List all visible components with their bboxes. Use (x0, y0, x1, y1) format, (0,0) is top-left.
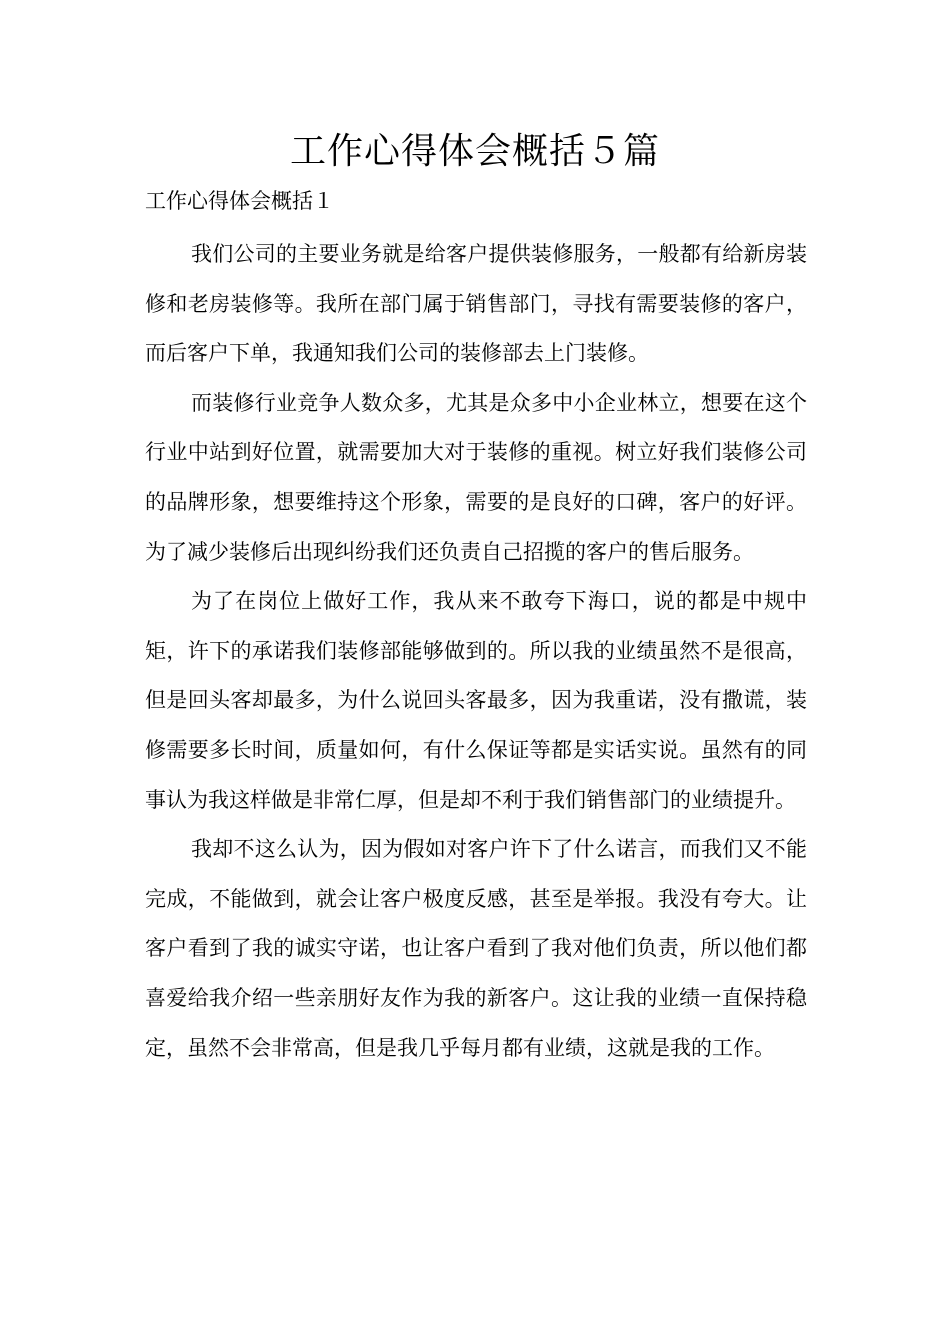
paragraph-1: 我们公司的主要业务就是给客户提供装修服务，一般都有给新房装修和老房装修等。我所在部门属于销售部门，寻找有需要装修的客户，而后客户下单，我通知我们公司的装修部去上门装修。 (145, 242, 807, 366)
document-body (145, 230, 807, 1073)
document-title: 工作心得体会概括５篇 (289, 131, 660, 172)
section-heading: 工作心得体会概括１ (145, 189, 334, 213)
paragraph-3: 为了在岗位上做好工作，我从来不敢夸下海口，说的都是中规中矩，许下的承诺我们装修部能够做到的。所以我的业绩虽然不是很高，但是回头客却最多，为什么说回头客最多，因为我重诺，没有撒谎，装修需要多长时间，质量如何，有什么保证等都是实话实说。虽然有的同事认为我这样做是非常仁厚，但是却不利于我们销售部门的业绩提升。 (145, 589, 807, 812)
paragraph-2: 而装修行业竞争人数众多，尤其是众多中小企业林立，想要在这个行业中站到好位置，就需要加大对于装修的重视。树立好我们装修公司的品牌形象，想要维持这个形象，需要的是良好的口碑，客户的好评。为了减少装修后出现纠纷我们还负责自己招揽的客户的售后服务。 (145, 390, 807, 564)
paragraph-4: 我却不这么认为，因为假如对客户许下了什么诺言，而我们又不能完成，不能做到，就会让客户极度反感，甚至是举报。我没有夸大。让客户看到了我的诚实守诺，也让客户看到了我对他们负责，所以他们都喜爱给我介绍一些亲朋好友作为我的新客户。这让我的业绩一直保持稳定，虽然不会非常高，但是我几乎每月都有业绩，这就是我的工作。 (145, 837, 807, 1060)
